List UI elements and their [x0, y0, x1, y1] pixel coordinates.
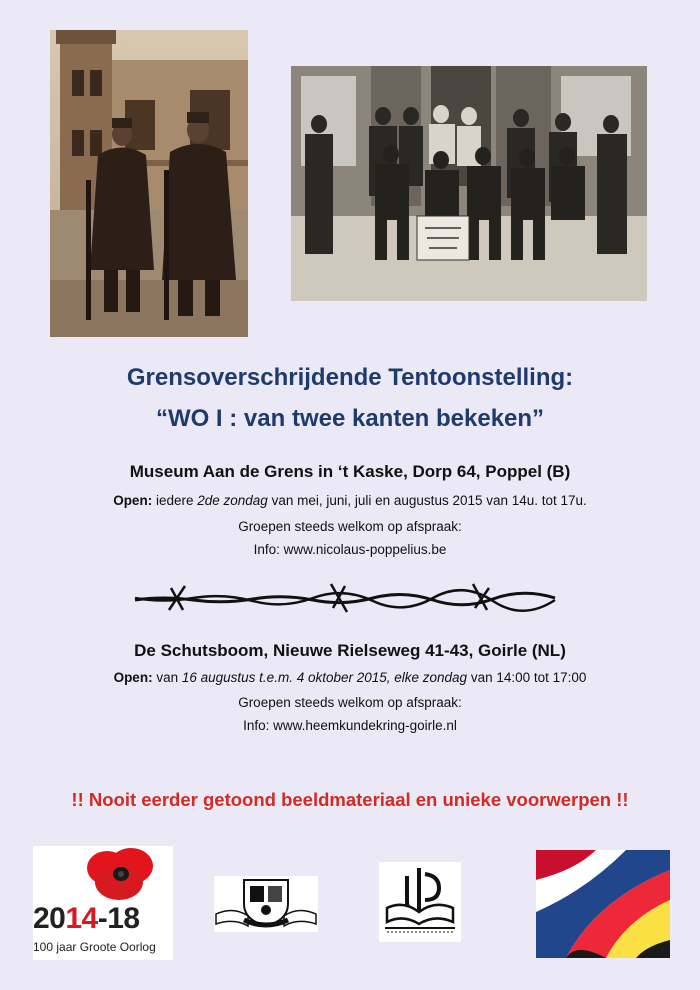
poppy-logo-subtitle: 100 jaar Groote Oorlog	[33, 940, 156, 954]
venue-poppel-groups: Groepen steeds welkom op afspraak:	[238, 519, 462, 534]
book-monogram-icon	[379, 862, 461, 942]
poppy-logo	[33, 846, 173, 960]
year-part-red: 14	[65, 902, 98, 935]
flags-icon	[536, 850, 670, 958]
venue-goirle-info: Info: www.heemkundekring-goirle.nl	[243, 718, 457, 733]
soldiers-photo	[50, 30, 248, 337]
venue-goirle-opening-hours	[0, 670, 700, 685]
venue-poppel-opening-hours	[0, 493, 700, 508]
open-text-pre: van	[156, 670, 179, 685]
barbed-wire-icon	[133, 578, 557, 618]
notice-banner: !! Nooit eerder getoond beeldmateriaal en unieke voorwerpen !!	[71, 789, 629, 810]
poppy-logo-year	[33, 902, 140, 936]
open-label: Open:	[113, 670, 153, 685]
exhibition-title: Grensoverschrijdende Tentoonstelling:	[126, 364, 574, 391]
venue-goirle-name: De Schutsboom, Nieuwe Rielseweg 41-43, Goirle (NL)	[134, 641, 566, 660]
exhibition-subtitle: “WO I : van twee kanten bekeken”	[155, 405, 545, 432]
poppy-icon	[85, 846, 155, 904]
open-text-italic: 2de zondag	[197, 493, 268, 508]
year-part: -18	[97, 902, 140, 935]
open-text-pre: iedere	[155, 493, 194, 508]
open-text-italic: 16 augustus t.e.m. 4 oktober 2015, elke zondag	[181, 670, 468, 685]
open-text-post: van 14:00 tot 17:00	[470, 670, 587, 685]
venue-poppel-info: Info: www.nicolaus-poppelius.be	[253, 542, 447, 557]
venue-goirle-groups: Groepen steeds welkom op afspraak:	[238, 695, 462, 710]
venue-poppel-name: Museum Aan de Grens in ‘t Kaske, Dorp 64, Poppel (B)	[129, 462, 571, 481]
group-photo	[291, 66, 647, 301]
year-part: 20	[33, 902, 66, 935]
open-text-post: van mei, juni, juli en augustus 2015 van 14u. tot 17u.	[271, 493, 587, 508]
open-label: Open:	[113, 493, 153, 508]
crest-icon	[214, 876, 318, 932]
